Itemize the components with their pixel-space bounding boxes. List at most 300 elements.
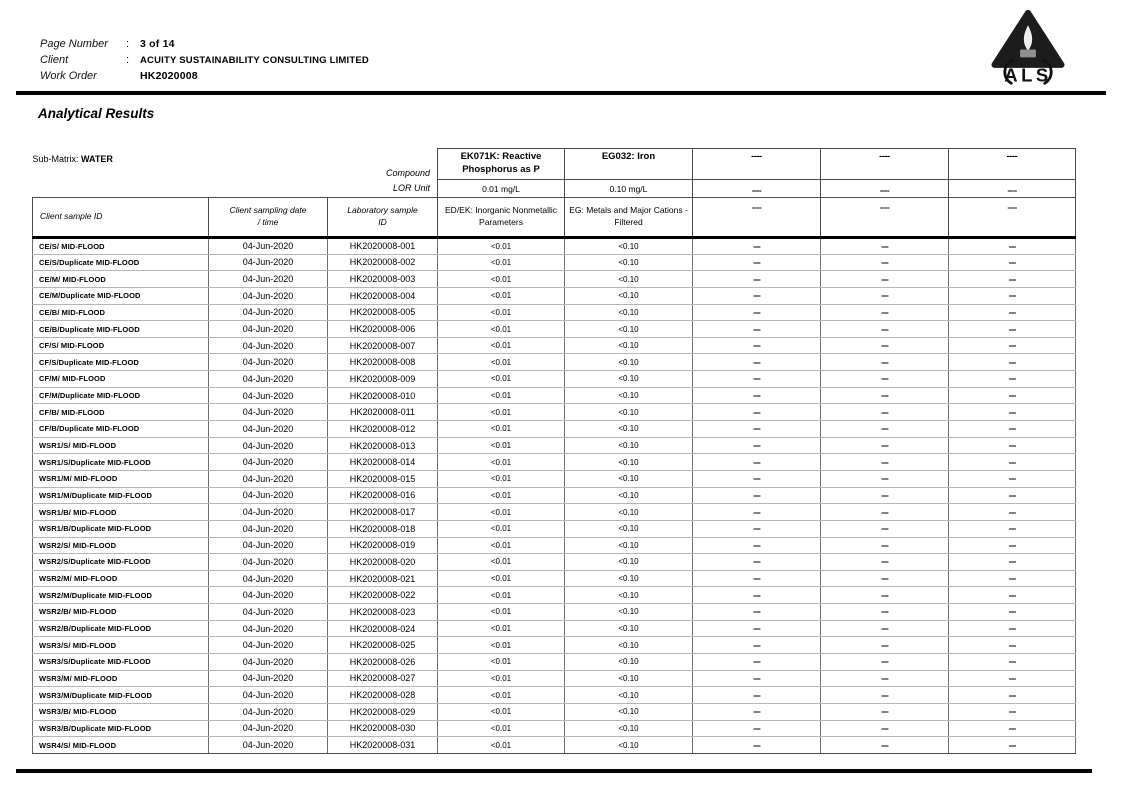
lor-cell: 0.10 mg/L	[565, 180, 693, 198]
lor-header-row	[33, 180, 1076, 198]
table-row	[33, 454, 1076, 471]
table-row	[33, 271, 1076, 288]
date-cell: 04-Jun-2020	[209, 254, 328, 271]
lor-row-label: LOR Unit	[392, 183, 430, 194]
value-cell: ----	[821, 454, 949, 471]
lab-id-cell: HK2020008-020	[328, 554, 438, 571]
value-cell: <0.01	[438, 687, 565, 704]
method-cell: ----	[821, 198, 949, 238]
sample-id-cell: WSR1/S/Duplicate MID-FLOOD	[33, 454, 209, 471]
lab-id-cell: HK2020008-029	[328, 703, 438, 720]
section-title: Analytical Results	[38, 106, 155, 121]
header-field-separator: :	[126, 54, 130, 66]
value-cell: ----	[821, 537, 949, 554]
value-cell: ----	[821, 404, 949, 421]
lab-id-cell: HK2020008-013	[328, 437, 438, 454]
value-cell: ----	[693, 287, 821, 304]
lab-id-cell: HK2020008-026	[328, 654, 438, 671]
value-cell: <0.10	[565, 371, 693, 388]
value-cell: <0.01	[438, 321, 565, 338]
method-header-row	[33, 198, 1076, 238]
table-row	[33, 254, 1076, 271]
lab-id-cell: HK2020008-005	[328, 304, 438, 321]
value-cell: <0.10	[565, 504, 693, 521]
value-cell: ----	[821, 587, 949, 604]
lab-id-cell: HK2020008-009	[328, 371, 438, 388]
value-cell: <0.01	[438, 470, 565, 487]
value-cell: ----	[693, 587, 821, 604]
table-row	[33, 238, 1076, 255]
date-cell: 04-Jun-2020	[209, 670, 328, 687]
value-cell: <0.10	[565, 654, 693, 671]
date-cell: 04-Jun-2020	[209, 354, 328, 371]
value-cell: <0.01	[438, 520, 565, 537]
value-cell: ----	[693, 670, 821, 687]
value-cell: <0.01	[438, 371, 565, 388]
sample-id-cell: WSR3/B/ MID-FLOOD	[33, 703, 209, 720]
value-cell: ----	[949, 637, 1076, 654]
method-cell: EG: Metals and Major Cations - Filtered	[565, 198, 693, 238]
header-divider	[16, 91, 1106, 95]
header-field-label: Work Order	[40, 70, 97, 82]
lab-id-cell: HK2020008-006	[328, 321, 438, 338]
sample-id-cell: WSR4/S/ MID-FLOOD	[33, 737, 209, 754]
table-row	[33, 587, 1076, 604]
table-row	[33, 287, 1076, 304]
id-header-line: / time	[257, 217, 279, 227]
sample-id-cell: WSR2/M/ MID-FLOOD	[33, 570, 209, 587]
lab-id-cell: HK2020008-012	[328, 421, 438, 438]
date-cell: 04-Jun-2020	[209, 454, 328, 471]
value-cell: ----	[949, 387, 1076, 404]
value-cell: ----	[693, 387, 821, 404]
sample-id-cell: WSR2/S/ MID-FLOOD	[33, 537, 209, 554]
value-cell: ----	[949, 587, 1076, 604]
table-row	[33, 404, 1076, 421]
table-row	[33, 670, 1076, 687]
method-cell: ----	[693, 198, 821, 238]
value-cell: <0.01	[438, 487, 565, 504]
sample-id-cell: WSR1/M/ MID-FLOOD	[33, 470, 209, 487]
value-cell: ----	[821, 470, 949, 487]
value-cell: ----	[949, 620, 1076, 637]
compound-header-cell: EK071K: Reactive Phosphorus as P	[438, 149, 565, 180]
value-cell: ----	[821, 504, 949, 521]
date-cell: 04-Jun-2020	[209, 737, 328, 754]
lab-id-cell: HK2020008-001	[328, 238, 438, 255]
value-cell: <0.01	[438, 304, 565, 321]
sub-matrix-value: WATER	[81, 153, 113, 164]
method-cell: ED/EK: Inorganic Nonmetallic Parameters	[438, 198, 565, 238]
date-cell: 04-Jun-2020	[209, 487, 328, 504]
date-cell: 04-Jun-2020	[209, 654, 328, 671]
lab-id-cell: HK2020008-010	[328, 387, 438, 404]
sample-id-cell: WSR2/M/Duplicate MID-FLOOD	[33, 587, 209, 604]
id-header-line: Client sample ID	[40, 211, 103, 222]
date-cell: 04-Jun-2020	[209, 421, 328, 438]
sample-id-cell: WSR3/S/ MID-FLOOD	[33, 637, 209, 654]
sample-id-cell: CE/S/Duplicate MID-FLOOD	[33, 254, 209, 271]
value-cell: ----	[821, 321, 949, 338]
value-cell: ----	[693, 570, 821, 587]
lab-id-cell: HK2020008-014	[328, 454, 438, 471]
value-cell: ----	[949, 404, 1076, 421]
value-cell: <0.10	[565, 470, 693, 487]
value-cell: ----	[693, 504, 821, 521]
table-row	[33, 570, 1076, 587]
header-field-label: Client	[40, 54, 69, 66]
value-cell: ----	[949, 354, 1076, 371]
lor-cell: ----	[693, 180, 821, 198]
compound-row-label: Compound	[385, 167, 430, 178]
value-cell: <0.01	[438, 421, 565, 438]
id-header-cell	[209, 198, 328, 238]
table-row	[33, 703, 1076, 720]
value-cell: ----	[821, 304, 949, 321]
value-cell: <0.01	[438, 703, 565, 720]
sample-id-cell: WSR2/S/Duplicate MID-FLOOD	[33, 554, 209, 571]
table-row	[33, 687, 1076, 704]
value-cell: ----	[949, 604, 1076, 621]
value-cell: <0.10	[565, 604, 693, 621]
date-cell: 04-Jun-2020	[209, 387, 328, 404]
value-cell: ----	[693, 470, 821, 487]
sample-id-cell: CE/B/Duplicate MID-FLOOD	[33, 321, 209, 338]
value-cell: <0.10	[565, 620, 693, 637]
value-cell: ----	[949, 720, 1076, 737]
value-cell: <0.01	[438, 720, 565, 737]
id-header-cell	[328, 198, 438, 238]
table-row	[33, 737, 1076, 754]
value-cell: <0.10	[565, 254, 693, 271]
value-cell: ----	[949, 687, 1076, 704]
date-cell: 04-Jun-2020	[209, 437, 328, 454]
value-cell: ----	[949, 470, 1076, 487]
compound-header-cell: ----	[821, 149, 949, 180]
value-cell: <0.10	[565, 354, 693, 371]
sample-id-cell: CE/M/ MID-FLOOD	[33, 271, 209, 288]
value-cell: ----	[821, 387, 949, 404]
value-cell: ----	[693, 687, 821, 704]
value-cell: ----	[693, 654, 821, 671]
value-cell: <0.01	[438, 620, 565, 637]
value-cell: ----	[821, 654, 949, 671]
method-cell: ----	[949, 198, 1076, 238]
lab-id-cell: HK2020008-019	[328, 537, 438, 554]
lab-id-cell: HK2020008-024	[328, 620, 438, 637]
value-cell: <0.01	[438, 354, 565, 371]
value-cell: ----	[821, 287, 949, 304]
value-cell: ----	[949, 337, 1076, 354]
value-cell: ----	[949, 421, 1076, 438]
date-cell: 04-Jun-2020	[209, 304, 328, 321]
lab-id-cell: HK2020008-021	[328, 570, 438, 587]
lor-cell: 0.01 mg/L	[438, 180, 565, 198]
value-cell: <0.10	[565, 537, 693, 554]
value-cell: ----	[949, 238, 1076, 255]
value-cell: ----	[821, 737, 949, 754]
lab-id-cell: HK2020008-028	[328, 687, 438, 704]
value-cell: ----	[821, 554, 949, 571]
value-cell: ----	[693, 421, 821, 438]
value-cell: ----	[821, 437, 949, 454]
sample-id-cell: CE/S/ MID-FLOOD	[33, 238, 209, 255]
value-cell: ----	[693, 404, 821, 421]
value-cell: <0.01	[438, 271, 565, 288]
value-cell: <0.01	[438, 570, 565, 587]
lor-cell: ----	[949, 180, 1076, 198]
sample-id-cell: WSR3/M/ MID-FLOOD	[33, 670, 209, 687]
table-row	[33, 637, 1076, 654]
lab-id-cell: HK2020008-018	[328, 520, 438, 537]
date-cell: 04-Jun-2020	[209, 570, 328, 587]
value-cell: <0.10	[565, 687, 693, 704]
sub-matrix-caption: Sub-Matrix:	[32, 153, 79, 164]
table-row	[33, 620, 1076, 637]
als-logo	[984, 8, 1072, 90]
header-field-page-number	[40, 38, 369, 50]
date-cell: 04-Jun-2020	[209, 404, 328, 421]
value-cell: ----	[949, 520, 1076, 537]
value-cell: <0.01	[438, 504, 565, 521]
value-cell: ----	[821, 271, 949, 288]
table-row	[33, 554, 1076, 571]
value-cell: ----	[949, 254, 1076, 271]
value-cell: ----	[693, 337, 821, 354]
value-cell: <0.10	[565, 487, 693, 504]
value-cell: ----	[949, 454, 1076, 471]
value-cell: <0.01	[438, 287, 565, 304]
value-cell: ----	[693, 271, 821, 288]
value-cell: ----	[949, 670, 1076, 687]
value-cell: ----	[693, 604, 821, 621]
table-row	[33, 387, 1076, 404]
table-row	[33, 321, 1076, 338]
value-cell: <0.01	[438, 554, 565, 571]
date-cell: 04-Jun-2020	[209, 504, 328, 521]
lab-id-cell: HK2020008-002	[328, 254, 438, 271]
id-header-line: ID	[378, 217, 387, 227]
date-cell: 04-Jun-2020	[209, 637, 328, 654]
value-cell: <0.01	[438, 587, 565, 604]
burner-icon	[1020, 49, 1036, 57]
value-cell: ----	[821, 421, 949, 438]
lab-id-cell: HK2020008-025	[328, 637, 438, 654]
sample-id-cell: CF/M/Duplicate MID-FLOOD	[33, 387, 209, 404]
value-cell: ----	[949, 321, 1076, 338]
lab-id-cell: HK2020008-030	[328, 720, 438, 737]
lab-id-cell: HK2020008-031	[328, 737, 438, 754]
date-cell: 04-Jun-2020	[209, 587, 328, 604]
value-cell: <0.10	[565, 670, 693, 687]
value-cell: <0.01	[438, 404, 565, 421]
value-cell: ----	[693, 454, 821, 471]
header-field-separator: :	[126, 38, 130, 50]
date-cell: 04-Jun-2020	[209, 720, 328, 737]
lab-id-cell: HK2020008-008	[328, 354, 438, 371]
value-cell: <0.10	[565, 637, 693, 654]
table-row	[33, 520, 1076, 537]
date-cell: 04-Jun-2020	[209, 537, 328, 554]
value-cell: ----	[693, 720, 821, 737]
value-cell: <0.01	[438, 437, 565, 454]
value-cell: ----	[821, 570, 949, 587]
date-cell: 04-Jun-2020	[209, 687, 328, 704]
value-cell: ----	[949, 487, 1076, 504]
date-cell: 04-Jun-2020	[209, 337, 328, 354]
value-cell: <0.10	[565, 703, 693, 720]
value-cell: ----	[693, 304, 821, 321]
value-cell: ----	[821, 687, 949, 704]
sample-id-cell: WSR3/B/Duplicate MID-FLOOD	[33, 720, 209, 737]
lab-id-cell: HK2020008-004	[328, 287, 438, 304]
results-table	[32, 148, 1076, 754]
value-cell: ----	[949, 371, 1076, 388]
sample-id-cell: CE/M/Duplicate MID-FLOOD	[33, 287, 209, 304]
value-cell: ----	[693, 737, 821, 754]
value-cell: ----	[821, 637, 949, 654]
lab-id-cell: HK2020008-016	[328, 487, 438, 504]
value-cell: <0.01	[438, 537, 565, 554]
sample-id-cell: CF/S/Duplicate MID-FLOOD	[33, 354, 209, 371]
value-cell: <0.01	[438, 604, 565, 621]
value-cell: ----	[821, 238, 949, 255]
lab-id-cell: HK2020008-015	[328, 470, 438, 487]
value-cell: ----	[693, 437, 821, 454]
value-cell: ----	[949, 654, 1076, 671]
value-cell: ----	[821, 620, 949, 637]
value-cell: ----	[949, 271, 1076, 288]
compound-header-cell: ----	[693, 149, 821, 180]
value-cell: <0.10	[565, 238, 693, 255]
sample-id-cell: CF/S/ MID-FLOOD	[33, 337, 209, 354]
compound-header-cell: EG032: Iron	[565, 149, 693, 180]
value-cell: ----	[821, 604, 949, 621]
value-cell: ----	[821, 703, 949, 720]
page-header	[40, 38, 369, 86]
compound-header-cell: ----	[949, 149, 1076, 180]
value-cell: ----	[693, 703, 821, 720]
table-row	[33, 604, 1076, 621]
value-cell: ----	[949, 537, 1076, 554]
value-cell: <0.10	[565, 304, 693, 321]
sample-id-cell: CF/B/ MID-FLOOD	[33, 404, 209, 421]
lor-cell: ----	[821, 180, 949, 198]
table-row	[33, 487, 1076, 504]
value-cell: <0.01	[438, 238, 565, 255]
date-cell: 04-Jun-2020	[209, 321, 328, 338]
value-cell: <0.01	[438, 737, 565, 754]
value-cell: <0.01	[438, 254, 565, 271]
sample-id-cell: WSR1/B/Duplicate MID-FLOOD	[33, 520, 209, 537]
sample-id-cell: WSR2/B/ MID-FLOOD	[33, 604, 209, 621]
value-cell: <0.01	[438, 337, 565, 354]
value-cell: ----	[693, 520, 821, 537]
compound-header-row	[33, 149, 1076, 180]
value-cell: <0.01	[438, 654, 565, 671]
date-cell: 04-Jun-2020	[209, 271, 328, 288]
value-cell: <0.10	[565, 520, 693, 537]
value-cell: ----	[949, 554, 1076, 571]
value-cell: ----	[693, 487, 821, 504]
date-cell: 04-Jun-2020	[209, 371, 328, 388]
date-cell: 04-Jun-2020	[209, 470, 328, 487]
value-cell: <0.10	[565, 404, 693, 421]
value-cell: ----	[693, 637, 821, 654]
table-row	[33, 337, 1076, 354]
footer-divider	[16, 769, 1092, 773]
logo-text: ALS	[1004, 64, 1052, 86]
value-cell: ----	[693, 537, 821, 554]
table-row	[33, 720, 1076, 737]
sample-id-cell: CF/M/ MID-FLOOD	[33, 371, 209, 388]
sample-id-cell: CE/B/ MID-FLOOD	[33, 304, 209, 321]
value-cell: ----	[693, 321, 821, 338]
value-cell: <0.01	[438, 670, 565, 687]
id-header-line: Laboratory sample	[347, 205, 418, 216]
date-cell: 04-Jun-2020	[209, 238, 328, 255]
value-cell: ----	[949, 570, 1076, 587]
table-row	[33, 537, 1076, 554]
date-cell: 04-Jun-2020	[209, 620, 328, 637]
value-cell: ----	[821, 254, 949, 271]
sample-id-cell: WSR3/S/Duplicate MID-FLOOD	[33, 654, 209, 671]
header-field-value: 3 of 14	[140, 38, 175, 50]
date-cell: 04-Jun-2020	[209, 287, 328, 304]
sample-id-cell: CF/B/Duplicate MID-FLOOD	[33, 421, 209, 438]
spacer-cell	[33, 180, 328, 198]
value-cell: <0.10	[565, 720, 693, 737]
value-cell: ----	[949, 304, 1076, 321]
value-cell: <0.10	[565, 337, 693, 354]
value-cell: ----	[821, 371, 949, 388]
table-row	[33, 654, 1076, 671]
lab-id-cell: HK2020008-022	[328, 587, 438, 604]
value-cell: <0.10	[565, 554, 693, 571]
value-cell: <0.10	[565, 287, 693, 304]
date-cell: 04-Jun-2020	[209, 604, 328, 621]
value-cell: ----	[693, 238, 821, 255]
lab-id-cell: HK2020008-017	[328, 504, 438, 521]
sample-id-cell: WSR2/B/Duplicate MID-FLOOD	[33, 620, 209, 637]
value-cell: ----	[949, 504, 1076, 521]
value-cell: ----	[693, 254, 821, 271]
table-row	[33, 421, 1076, 438]
value-cell: <0.10	[565, 321, 693, 338]
value-cell: ----	[821, 354, 949, 371]
table-row	[33, 304, 1076, 321]
value-cell: ----	[949, 737, 1076, 754]
date-cell: 04-Jun-2020	[209, 520, 328, 537]
id-header-line: Client sampling date	[229, 205, 307, 216]
lab-id-cell: HK2020008-007	[328, 337, 438, 354]
results-tbody	[33, 238, 1076, 754]
value-cell: ----	[821, 337, 949, 354]
lab-id-cell: HK2020008-027	[328, 670, 438, 687]
sample-id-cell: WSR1/B/ MID-FLOOD	[33, 504, 209, 521]
table-row	[33, 470, 1076, 487]
header-field-label: Page Number	[40, 38, 108, 50]
value-cell: ----	[693, 554, 821, 571]
value-cell: <0.10	[565, 587, 693, 604]
value-cell: ----	[949, 437, 1076, 454]
sample-id-cell: WSR1/M/Duplicate MID-FLOOD	[33, 487, 209, 504]
value-cell: ----	[821, 720, 949, 737]
table-row	[33, 371, 1076, 388]
sample-id-cell: WSR1/S/ MID-FLOOD	[33, 437, 209, 454]
value-cell: ----	[693, 620, 821, 637]
id-header-cell	[33, 198, 209, 238]
